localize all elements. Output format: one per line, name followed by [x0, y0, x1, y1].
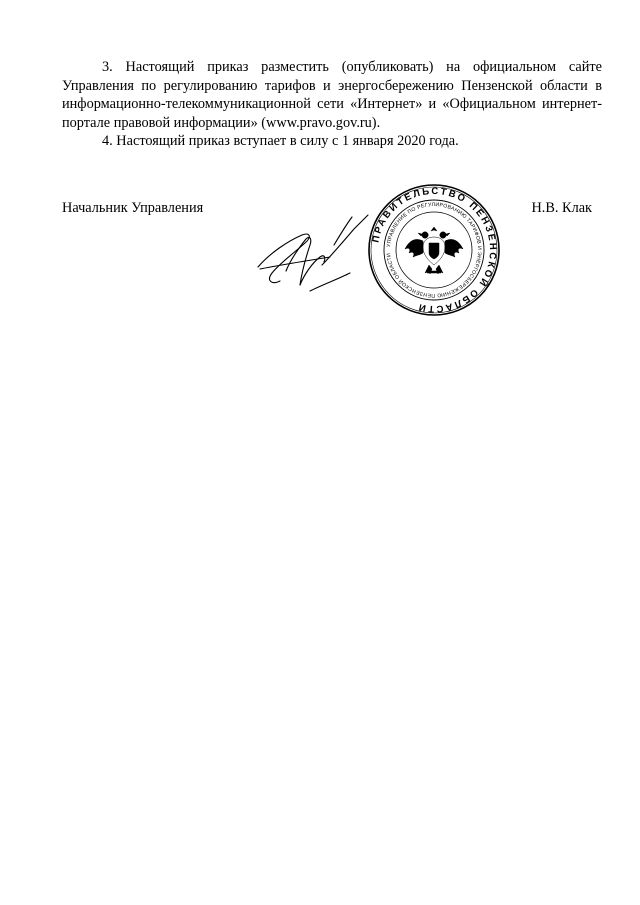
- handwritten-signature: [250, 205, 380, 305]
- paragraph-4: 4. Настоящий приказ вступает в силу с 1 января 2020 года.: [102, 133, 459, 149]
- signer-name: Н.В. Клак: [531, 200, 592, 216]
- official-seal: [367, 183, 501, 317]
- document-body: [62, 58, 602, 151]
- double-headed-eagle-icon: [405, 227, 463, 274]
- paragraph-3: 3. Настоящий приказ разместить (опубликовать) на официальном сайте Управления по регулированию тарифов и энергосбережению Пензенской области в информационно-телекоммуникационной сети «Интернет» и «Официальном интернет-портале правовой информации» (www.pravo.gov.ru).: [62, 59, 602, 131]
- position-title: Начальник Управления: [62, 200, 204, 216]
- svg-text:УПРАВЛЕНИЕ ПО РЕГУЛИРОВАНИЮ ТА: УПРАВЛЕНИЕ ПО РЕГУЛИРОВАНИЮ ТАРИФОВ И ЭНЕРГОСБЕРЕЖЕНИЮ ПЕНЗЕНСКОЙ ОБЛАСТИ: [386, 201, 483, 299]
- svg-text:ПРАВИТЕЛЬСТВО ПЕНЗЕНСКОЙ ОБЛАС: ПРАВИТЕЛЬСТВО ПЕНЗЕНСКОЙ ОБЛАСТИ: [370, 185, 499, 315]
